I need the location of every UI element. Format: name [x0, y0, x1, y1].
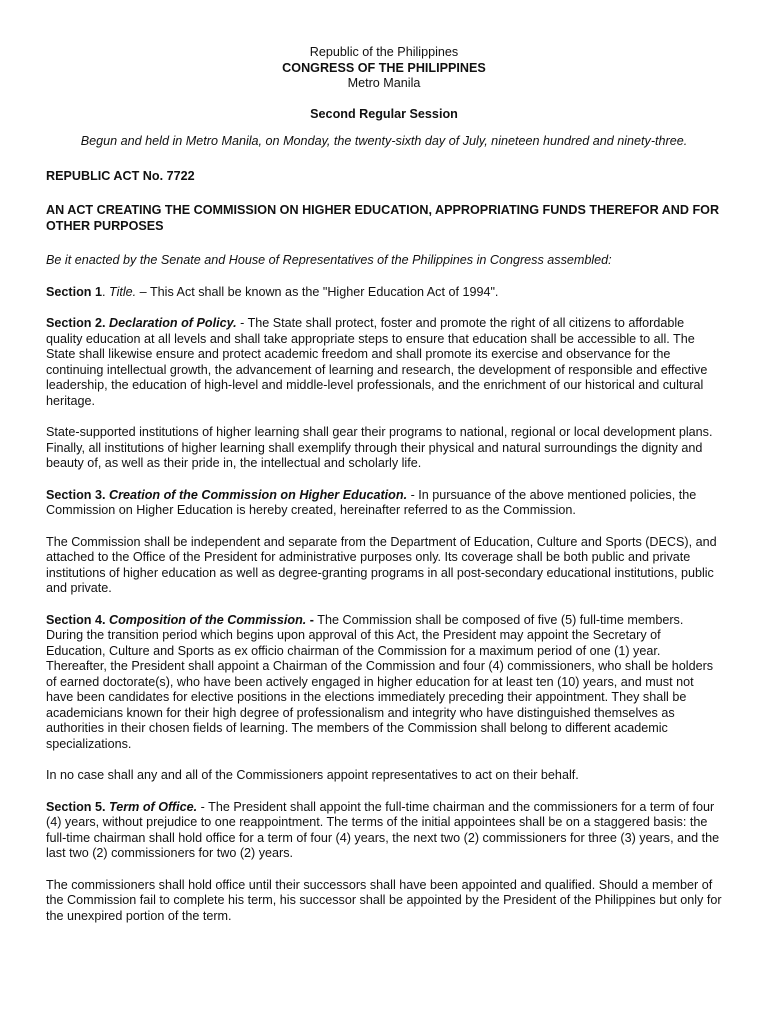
- section-3-heading: Creation of the Commission on Higher Education.: [109, 487, 408, 502]
- section-2-text: - The State shall protect, foster and promote the right of all citizens to affordable quality education at all levels and shall take appropriate steps to ensure that education shall be accessible to all. The State shall likewise ensure and protect academic freedom and shall promote its exercise and observance for the continuing intellectual growth, the advancement of learning and research, the development of responsible and effective leadership, the education of high-level and middle-level professionals, and the enrichment of our historical and cultural heritage.: [46, 316, 708, 408]
- section-3: [46, 488, 722, 519]
- header-republic: Republic of the Philippines: [309, 45, 459, 59]
- header-congress: CONGRESS OF THE PHILIPPINES: [282, 60, 486, 75]
- session-begun: Begun and held in Metro Manila, on Monday, the twenty-sixth day of July, nineteen hundred and ninety-three.: [80, 134, 688, 148]
- section-1-label: Section 1: [46, 284, 102, 299]
- section-5-paragraph-2: The commissioners shall hold office until their successors shall have been appointed and qualified. Should a member of the Commission fail to complete his term, his successor shall be appointed by the President of the Philippines but only for the unexpired portion of the term.: [46, 877, 722, 923]
- section-1-sep: .: [102, 284, 109, 299]
- section-4-paragraph-2: In no case shall any and all of the Commissioners appoint representatives to act on their behalf.: [46, 768, 579, 782]
- enacting-clause: Be it enacted by the Senate and House of Representatives of the Philippines in Congress assembled:: [46, 253, 612, 267]
- section-1: [46, 285, 722, 301]
- section-1-text: – This Act shall be known as the "Higher Education Act of 1994".: [136, 284, 499, 299]
- section-2: [46, 316, 722, 409]
- section-4-label: Section 4.: [46, 612, 106, 627]
- section-2-heading: Declaration of Policy.: [109, 316, 237, 330]
- header-location: Metro Manila: [347, 76, 421, 90]
- section-1-heading: Title.: [109, 284, 137, 299]
- section-5-heading: Term of Office.: [109, 799, 198, 814]
- section-3-label: Section 3.: [46, 487, 106, 502]
- section-5-text: - The President shall appoint the full-time chairman and the commissioners for a term of four (4) years, without prejudice to one reappointment. The terms of the initial appointees shall be on a staggered basis: the full-time chairman shall hold office for a term of four (4) years, the next two (2) commissioners for three (3) years, and the last two (2) commissioners for two (2) years.: [46, 799, 720, 860]
- act-title: AN ACT CREATING THE COMMISSION ON HIGHER EDUCATION, APPROPRIATING FUNDS THEREFOR AND FOR OTHER PURPOSES: [46, 203, 720, 233]
- section-2-label: Section 2.: [46, 316, 106, 330]
- section-3-text: - In pursuance of the above mentioned policies, the Commission on Higher Education is hereby created, hereinafter referred to as the Commission.: [46, 487, 697, 517]
- session-title: Second Regular Session: [310, 106, 458, 121]
- act-number: REPUBLIC ACT No. 7722: [46, 168, 195, 183]
- section-5-label: Section 5.: [46, 799, 106, 814]
- section-4-text: The Commission shall be composed of five (5) full-time members. During the transition period which begins upon approval of this Act, the President may appoint the Secretary of Education, Culture and Sports as ex officio chairman of the Commission for a maximum period of one (1) year. Thereafter, the President shall appoint a Chairman of the Commission and four (4) commissioners, who shall be holders of earned doctorate(s), who have been actively engaged in higher education for at least ten (10) years, and must not have been candidates for elective positions in the elections immediately preceding their appointment. They shall be academicians known for their high degree of professionalism and integrity who have distinguished themselves as authorities in their chosen fields of learning. The members of the Commission shall belong to different academic specializations.: [46, 612, 714, 751]
- document-header: [46, 45, 722, 150]
- section-4: [46, 613, 722, 753]
- section-3-paragraph-2: The Commission shall be independent and separate from the Department of Education, Culture and Sports (DECS), and attached to the Office of the President for administrative purposes only. Its coverage shall be both public and private institutions of higher education as well as degree-granting programs in all post-secondary educational institutions, public and private.: [46, 534, 717, 595]
- section-5: [46, 800, 722, 862]
- section-4-dash: -: [306, 612, 315, 627]
- section-4-heading: Composition of the Commission.: [109, 612, 307, 627]
- section-2-paragraph-2: State-supported institutions of higher learning shall gear their programs to national, regional or local development plans. Finally, all institutions of higher learning shall exemplify through their physical and natural surroundings the dignity and beauty of, as well as their pride in, the intellectual and scholarly life.: [46, 425, 713, 470]
